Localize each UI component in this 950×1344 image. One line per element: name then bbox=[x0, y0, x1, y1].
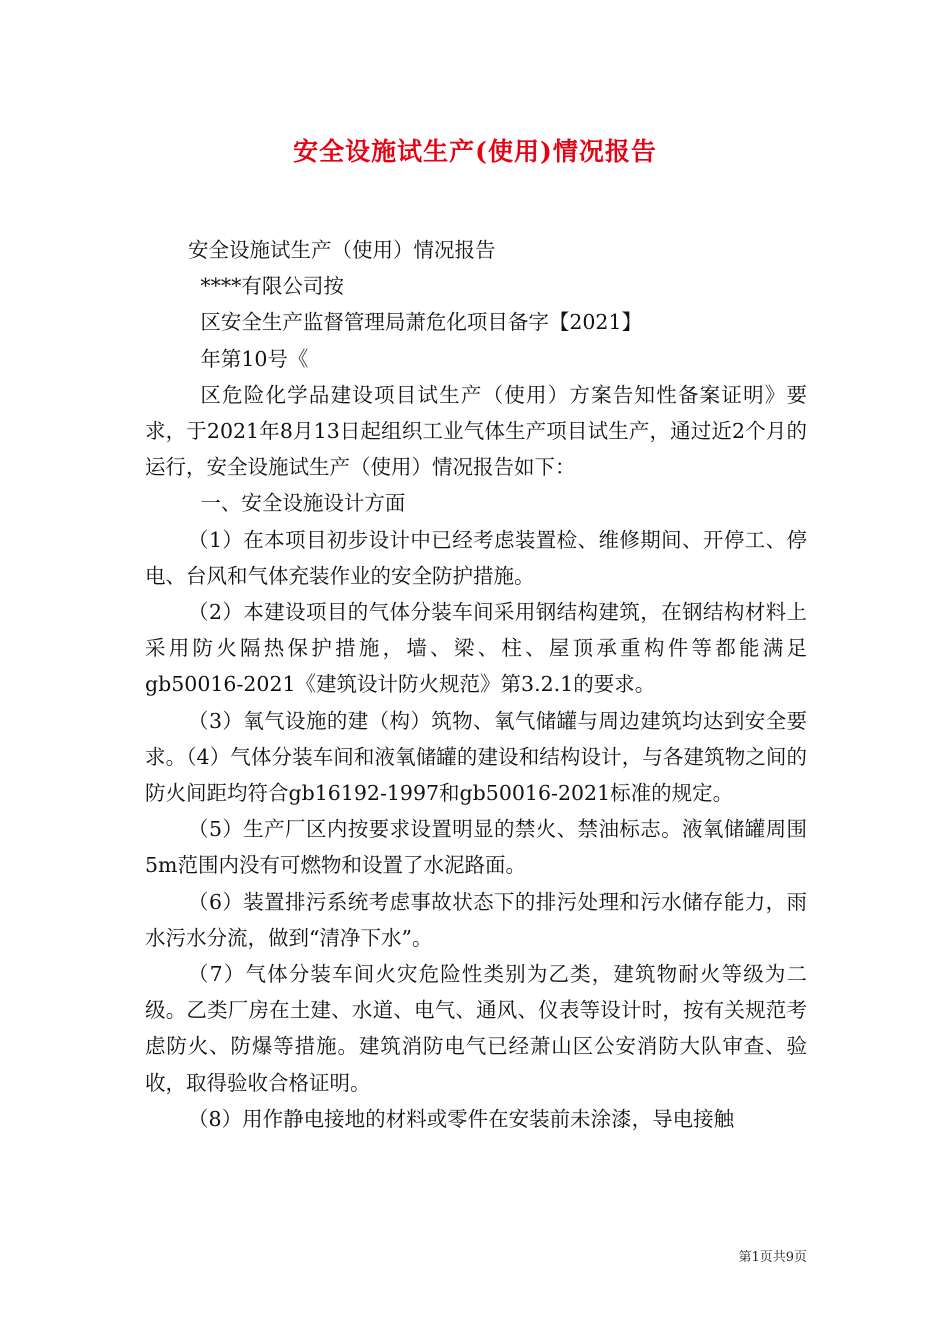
paragraph-4: 年第10号《 bbox=[200, 346, 309, 371]
paragraph-10: （5）生产厂区内按要求设置明显的禁火、禁油标志。液氧储罐周围5m范围内没有可燃物和设置了水泥路面。 bbox=[145, 817, 807, 878]
paragraph-1: 安全设施试生产（使用）情况报告 bbox=[188, 238, 496, 262]
page-number: 第1页共9页 bbox=[738, 1250, 807, 1265]
paragraph-13: （8）用作静电接地的材料或零件在安装前未涂漆，导电接触 bbox=[188, 1106, 735, 1131]
paragraph-3: 区安全生产监督管理局萧危化项目备字【2021】 bbox=[200, 310, 643, 335]
paragraph-7: （1）在本项目初步设计中已经考虑装置检、维修期间、开停工、停电、台风和气体充装作业的安全防护措施。 bbox=[145, 527, 807, 588]
paragraph-6: 一、安全设施设计方面 bbox=[200, 491, 406, 516]
paragraph-9: （3）氧气设施的建（构）筑物、氧气储罐与周边建筑均达到安全要求。（4）气体分装车间和液氧储罐的建设和结构设计，与各建筑物之间的防火间距均符合gb16192-1997和gb50016-2021标准的规定。 bbox=[145, 708, 807, 806]
paragraph-2: ****有限公司按 bbox=[200, 274, 344, 299]
paragraph-8: （2）本建设项目的气体分装车间采用钢结构建筑，在钢结构材料上采用防火隔热保护措施，墙、梁、柱、屋顶承重构件等都能满足gb50016-2021《建筑设计防火规范》第3.2.1的要求。 bbox=[145, 600, 807, 697]
paragraph-5: 区危险化学品建设项目试生产（使用）方案告知性备案证明》要求，于2021年8月13日起组织工业气体生产项目试生产，通过近2个月的运行，安全设施试生产（使用）情况报告如下： bbox=[145, 382, 807, 480]
paragraph-11: （6）装置排污系统考虑事故状态下的排污处理和污水储存能力，雨水污水分流，做到“清净下水”。 bbox=[145, 889, 807, 950]
document-title: 安全设施试生产(使用)情况报告 bbox=[293, 137, 657, 166]
paragraph-12: （7）气体分装车间火灾危险性类别为乙类，建筑物耐火等级为二级。乙类厂房在土建、水道、电气、通风、仪表等设计时，按有关规范考虑防火、防爆等措施。建筑消防电气已经萧山区公安消防大队审查、验收，取得验收合格证明。 bbox=[145, 962, 807, 1095]
document-body bbox=[145, 232, 807, 1137]
